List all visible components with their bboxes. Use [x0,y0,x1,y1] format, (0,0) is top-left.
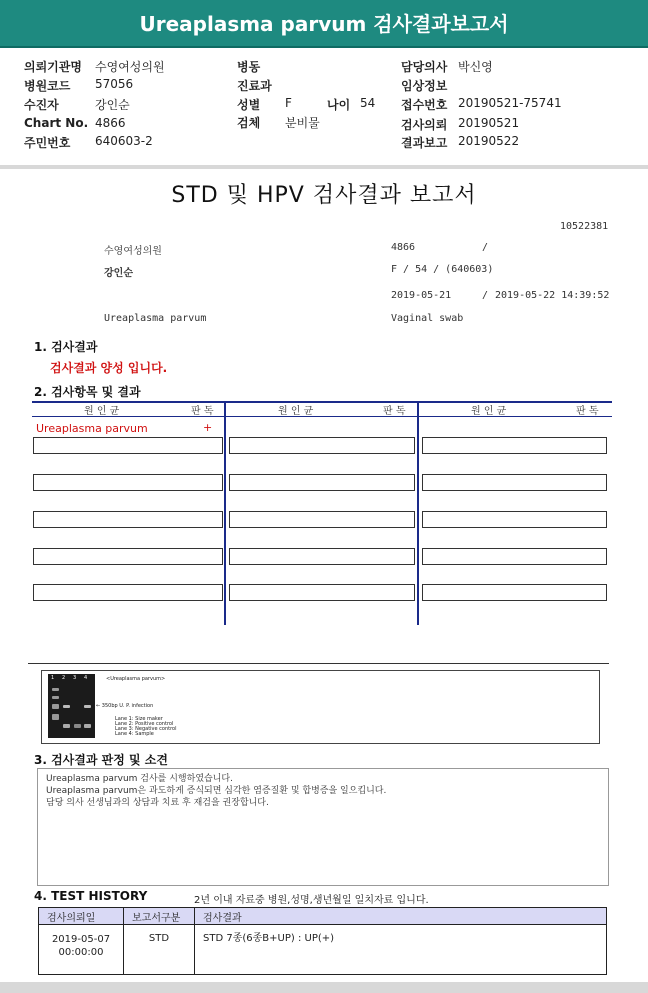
col-pathogen-3: 원 인 균 [471,406,507,417]
value-resident-no: 640603-2 [95,134,153,148]
col-judge-3: 판 독 [576,406,599,417]
label-institution: 의뢰기관명 [24,60,82,74]
history-date: 2019-05-07 [51,934,111,945]
gel-legend-4: Lane 4: Sample [115,731,154,737]
label-patient: 수진자 [24,98,59,112]
label-sex: 성별 [237,98,261,112]
results-grid-divider-2 [417,401,419,625]
gel-title: <Ureaplasma parvum> [106,676,166,682]
report-slash: / [482,242,489,253]
label-clinical-info: 임상정보 [401,79,448,93]
value-request-date: 20190521 [458,116,520,130]
value-chart-no: 4866 [95,116,126,130]
section-3-title: 3. 검사결과 판정 및 소견 [34,753,168,767]
label-report-date: 결과보고 [401,136,448,150]
results-grid-divider-1 [224,401,226,625]
report-number: 10522381 [560,221,609,232]
report-datetime: 2019-05-22 14:39:52 [495,290,610,301]
label-doctor: 담당의사 [401,60,448,74]
report-receive-date: 2019-05-21 [391,290,452,301]
result-box-r2-c1 [33,474,223,491]
report-title-bar [0,0,648,48]
gel-legend-3: Lane 3: Negative control [115,726,177,732]
gel-top-rule [28,663,609,664]
std-report-title: STD 및 HPV 검사결과 보고서 [171,183,477,208]
test-history-table [38,907,607,975]
value-specimen: 분비물 [285,116,320,130]
report-sex-age: F / 54 / (640603) [391,264,494,275]
gel-lane-3: 3 [73,675,77,681]
result-item-name: Ureaplasma parvum [36,422,148,435]
opinion-box [37,768,609,886]
gel-electrophoresis-image [48,674,95,738]
label-department: 진료과 [237,79,272,93]
section-1-title: 1. 검사결과 [34,340,98,354]
label-chart-no: Chart No. [24,116,89,130]
result-box-r5-c1 [33,584,223,601]
label-age: 나이 [327,98,351,112]
history-date-cell [39,925,124,975]
label-accession: 접수번호 [401,98,448,112]
gel-legend-1: Lane 1: Size maker [115,716,163,722]
report-test-name: Ureaplasma parvum [104,313,207,324]
value-patient: 강인순 [95,98,130,112]
report-hospital: 수영여성의원 [104,246,162,257]
section-4-title: 4. TEST HISTORY [34,889,148,903]
label-request-date: 검사의뢰 [401,118,448,132]
result-box-r1-c1 [33,437,223,454]
result-box-r5-c2 [229,584,415,601]
patient-info-header [0,50,648,165]
label-specimen: 검체 [237,116,261,130]
result-box-r3-c3 [422,511,607,528]
col-judge-2: 판 독 [383,406,406,417]
value-age: 54 [360,96,376,110]
history-note: 2년 이내 자료중 병원,성명,생년월일 일치자료 입니다. [194,895,429,906]
result-box-r4-c3 [422,548,607,565]
section-2-title: 2. 검사항목 및 결과 [34,385,141,399]
report-patient: 강인순 [104,268,133,279]
label-ward: 병동 [237,60,261,74]
table-row [39,925,607,975]
opinion-line-1: Ureaplasma parvum 검사를 시행하였습니다. [46,774,233,784]
result-box-r1-c2 [229,437,415,454]
col-pathogen-1: 원 인 균 [84,406,120,417]
value-hospital-code: 57056 [95,77,134,91]
history-header-type: 보고서구분 [124,908,195,925]
gel-legend-2: Lane 2: Positive control [115,721,174,727]
opinion-line-3: 담당 의사 선생님과의 상담과 치료 후 재검을 권장합니다. [46,798,269,808]
footer-bar [0,982,648,993]
result-box-r4-c1 [33,548,223,565]
result-box-r2-c2 [229,474,415,491]
value-doctor: 박신영 [458,60,493,74]
positive-result-text: 검사결과 양성 입니다. [50,361,168,375]
col-pathogen-2: 원 인 균 [278,406,314,417]
report-date-slash: / [482,290,489,301]
value-institution: 수영여성의원 [95,60,165,74]
gel-lane-1: 1 [51,675,55,681]
label-hospital-code: 병원코드 [24,79,71,93]
result-box-r4-c2 [229,548,415,565]
history-type: STD [124,925,195,975]
result-box-r5-c3 [422,584,607,601]
result-box-r1-c3 [422,437,607,454]
history-header-result: 검사결과 [195,908,607,925]
report-specimen: Vaginal swab [391,313,464,324]
report-chart: 4866 [391,242,416,253]
result-box-r3-c1 [33,511,223,528]
gel-arrow-label: ← 350bp U. P. infection [96,703,154,709]
label-resident-no: 주민번호 [24,136,71,150]
opinion-line-2: Ureaplasma parvum은 과도하게 증식되면 심각한 염증질환 및 합병증을 일으킵니다. [46,786,387,796]
history-time: 00:00:00 [58,947,104,958]
result-item-mark: + [203,421,213,434]
col-judge-1: 판 독 [191,406,214,417]
gel-lane-2: 2 [62,675,66,681]
value-sex: F [285,96,292,110]
value-accession: 20190521-75741 [458,96,562,110]
result-box-r3-c2 [229,511,415,528]
report-title: Ureaplasma parvum 검사결과보고서 [139,12,509,36]
history-result: STD 7종(6종B+UP) : UP(+) [195,925,607,975]
result-box-r2-c3 [422,474,607,491]
gel-lane-4: 4 [84,675,88,681]
value-report-date: 20190522 [458,134,520,148]
history-header-date: 검사의뢰일 [39,908,124,925]
